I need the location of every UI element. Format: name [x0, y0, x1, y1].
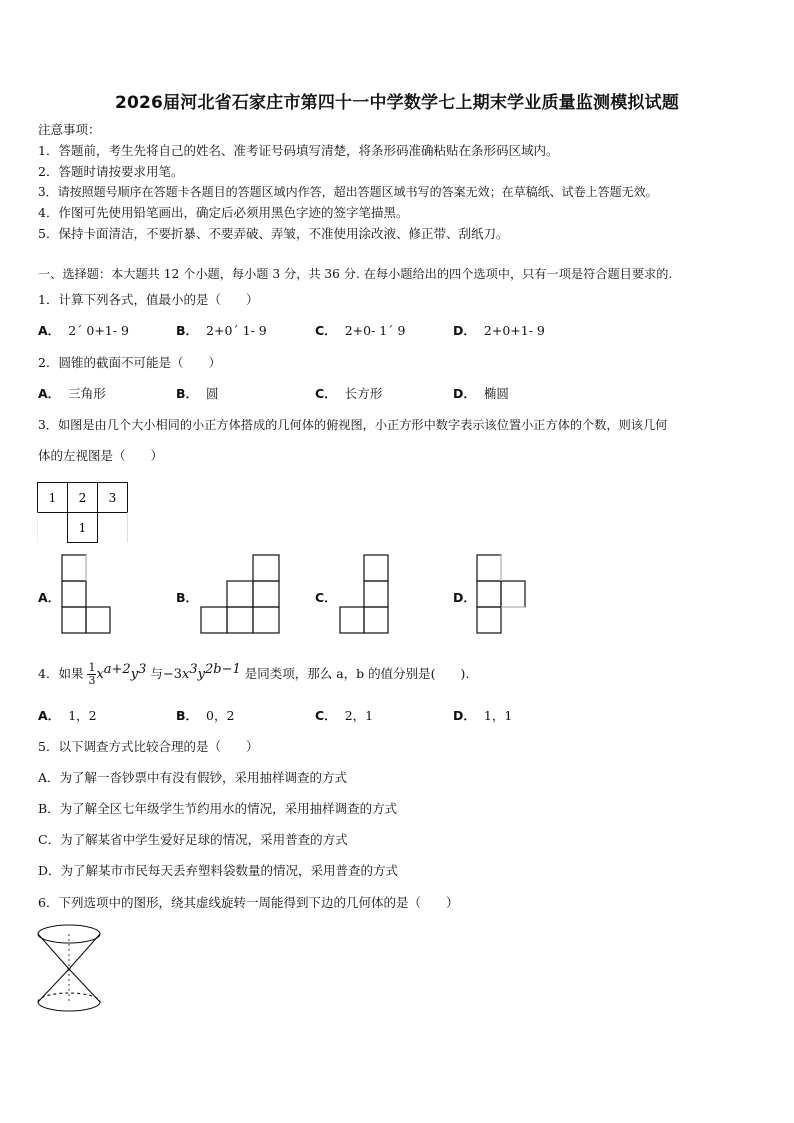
- q3-option-c-label[interactable]: C．: [315, 590, 337, 605]
- q3-top-view-grid: [36, 481, 136, 545]
- q2-stem: 2．圆锥的截面不可能是（ ）: [38, 355, 221, 370]
- grid-cell-1: 1: [48, 491, 57, 505]
- grid-cell-bottom: 1: [78, 521, 87, 535]
- q3-option-d-figure[interactable]: [475, 553, 527, 635]
- q3-stem-line2: 体的左视图是（ ）: [38, 448, 164, 463]
- q5-option-c[interactable]: C．为了解某省中学生爱好足球的情况，采用普查的方式: [38, 832, 348, 847]
- q1-stem: 1．计算下列各式，值最小的是（ ）: [38, 292, 259, 307]
- page-title: 2026届河北省石家庄市第四十一中学数学七上期末学业质量监测模拟试题: [114, 93, 680, 113]
- q3-stem-line1: 3．如图是由几个大小相同的小正方体搭成的几何体的俯视图，小正方形中数字表示该位置小正方体的个数，则该几何: [38, 418, 668, 432]
- q4-option-a[interactable]: A． 1，2: [38, 708, 97, 723]
- notice-item-1: 1．答题前，考生先将自己的姓名、准考证号码填写清楚，将条形码准确粘贴在条形码区域内。: [38, 143, 559, 158]
- q1-option-d[interactable]: D． 2+0+1- 9: [453, 323, 545, 338]
- q3-option-d-label[interactable]: D．: [453, 590, 476, 605]
- notice-item-5: 5．保持卡面清洁，不要折暴、不要弄破、弄皱，不准使用涂改液、修正带、刮纸刀。: [38, 226, 509, 241]
- notice-heading: 注意事项：: [38, 122, 101, 137]
- q3-option-c-figure[interactable]: [338, 553, 390, 635]
- notice-item-4: 4．作图可先使用铅笔画出，确定后必须用黑色字迹的签字笔描黑。: [38, 205, 409, 220]
- q5-option-a[interactable]: A．为了解一沓钞票中有没有假钞，采用抽样调查的方式: [38, 770, 348, 785]
- q3-option-b-label[interactable]: B．: [176, 590, 199, 605]
- q4-option-b[interactable]: B． 0，2: [176, 708, 235, 723]
- grid-cell-2: 2: [78, 491, 87, 505]
- q6-double-cone-figure: [34, 922, 106, 1016]
- q4-fraction: $\frac{1}{3}$: [88, 661, 96, 688]
- q5-option-b[interactable]: B．为了解全区七年级学生节约用水的情况，采用抽样调查的方式: [38, 801, 398, 816]
- q3-option-a-figure[interactable]: [60, 553, 112, 635]
- notice-item-2: 2．答题时请按要求用笔。: [38, 164, 184, 179]
- q6-stem: 6．下列选项中的图形，绕其虚线旋转一周能得到下边的几何体的是（ ）: [38, 895, 459, 910]
- q2-option-d[interactable]: D． 椭圆: [453, 386, 509, 401]
- q2-option-a[interactable]: A． 三角形: [38, 386, 106, 401]
- section-heading: 一、选择题：本大题共 12 个小题，每小题 3 分，共 36 分. 在每小题给出的四个选项中，只有一项是符合题目要求的.: [38, 267, 673, 281]
- q3-option-b-figure[interactable]: [199, 553, 281, 635]
- q4-option-d[interactable]: D． 1，1: [453, 708, 513, 723]
- q2-option-b[interactable]: B． 圆: [176, 386, 219, 401]
- q4-option-c[interactable]: C． 2，1: [315, 708, 374, 723]
- q2-option-c[interactable]: C． 长方形: [315, 386, 383, 401]
- q3-option-a-label[interactable]: A．: [38, 590, 61, 605]
- grid-cell-3: 3: [108, 491, 117, 505]
- q4-stem: 4．如果 $\frac{1}{3}$ $x^{a+2}y^3$ 与$-3x^3y^{2b-1}$ 是同类项，那么 a，b 的值分别是( ).: [38, 661, 470, 688]
- notice-item-3: 3．请按照题号顺序在答题卡各题目的答题区域内作答，超出答题区域书写的答案无效；在草稿纸、试卷上答题无效。: [38, 185, 658, 199]
- q1-option-a[interactable]: A． 2´ 0+1- 9: [38, 323, 129, 338]
- q1-option-c[interactable]: C． 2+0- 1´ 9: [315, 323, 406, 338]
- q5-option-d[interactable]: D．为了解某市市民每天丢弃塑料袋数量的情况，采用普查的方式: [38, 863, 399, 878]
- q5-stem: 5．以下调查方式比较合理的是（ ）: [38, 739, 259, 754]
- q1-option-b[interactable]: B． 2+0´ 1- 9: [176, 323, 267, 338]
